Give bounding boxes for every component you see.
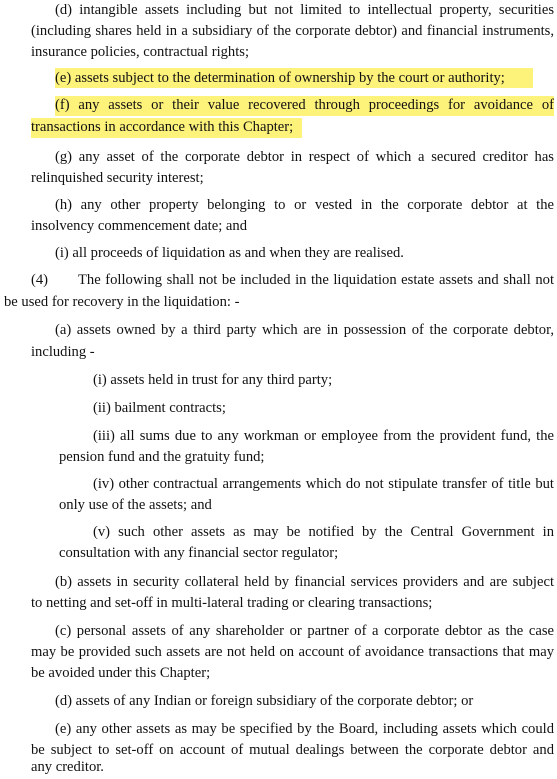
text-line: The following shall not be included in the liquidation estate assets and shall not [78, 272, 554, 288]
text-line: (h) any other property belonging to or vested in the corporate debtor at the [55, 197, 554, 213]
text-line: (e) any other assets as may be specified by the Board, including assets which could [55, 721, 554, 737]
text-line: relinquished security interest; [31, 170, 204, 186]
text-line: be subject to set-off on account of mutual dealings between the corporate debtor and [31, 742, 554, 758]
text-line: (i) all proceeds of liquidation as and when they are realised. [55, 245, 404, 261]
text-line: (iv) other contractual arrangements which do not stipulate transfer of title but [93, 476, 554, 492]
text-line: may be provided such assets are not held on account of avoidance transactions that may [31, 644, 554, 660]
text-line: (d) assets of any Indian or foreign subsidiary of the corporate debtor; or [55, 693, 474, 709]
section-number: (4) [31, 272, 49, 288]
text-line: (iii) all sums due to any workman or employee from the provident fund, the [93, 428, 554, 444]
text-line: be avoided under this Chapter; [31, 665, 211, 681]
text-line: (c) personal assets of any shareholder or partner of a corporate debtor as the case [55, 623, 554, 639]
text-line: transactions in accordance with this Chapter; [31, 119, 294, 135]
text-line: (f) any assets or their value recovered through proceedings for avoidance of [55, 97, 554, 113]
text-line: including - [31, 344, 95, 360]
text-line: (including shares held in a subsidiary of the corporate debtor) and financial instruments, [31, 23, 554, 39]
text-line: (i) assets held in trust for any third party; [93, 372, 333, 388]
text-line: (a) assets owned by a third party which are in possession of the corporate debtor, [55, 322, 554, 338]
text-line: (b) assets in security collateral held by financial services providers and are subject [55, 574, 554, 590]
text-line: be used for recovery in the liquidation: - [4, 294, 240, 310]
text-line: (ii) bailment contracts; [93, 400, 226, 416]
text-line: (g) any asset of the corporate debtor in respect of which a secured creditor has [55, 149, 554, 165]
text-line: (e) assets subject to the determination of ownership by the court or authority; [55, 70, 505, 86]
text-line: consultation with any financial sector regulator; [59, 545, 339, 561]
text-line: insurance policies, contractual rights; [31, 44, 250, 60]
text-line: only use of the assets; and [59, 497, 212, 513]
text-line: any creditor. [31, 759, 104, 775]
text-line: (d) intangible assets including but not limited to intellectual property, securities [55, 2, 554, 18]
text-line: pension fund and the gratuity fund; [59, 449, 265, 465]
text-line: (v) such other assets as may be notified by the Central Government in [93, 524, 554, 540]
text-line: insolvency commencement date; and [31, 218, 247, 234]
text-line: to netting and set-off in multi-lateral trading or clearing transactions; [31, 595, 433, 611]
